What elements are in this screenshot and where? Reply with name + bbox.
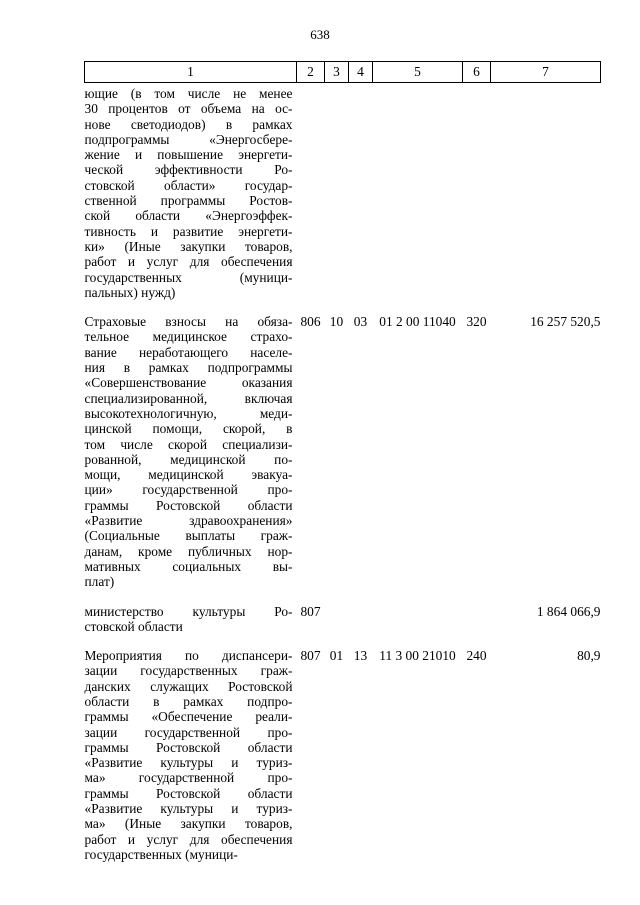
description-line: Страховые взносы на обяза- <box>84 314 293 330</box>
description-line: «Совершенствование оказания <box>84 375 293 391</box>
description-line: пальных) нужд) <box>84 284 176 300</box>
table-row <box>85 634 601 862</box>
description-line: «Развитие культуры и туриз- <box>84 755 293 771</box>
row-description <box>85 300 297 589</box>
description-line: рованной, медицинской по- <box>84 451 293 467</box>
row-description <box>85 590 297 635</box>
description-line: зации государственных граж- <box>84 663 293 679</box>
amount <box>491 83 601 301</box>
table-header-row <box>85 62 601 83</box>
description-line: специализированной, включая <box>84 390 293 406</box>
section-code: 01 <box>329 648 344 664</box>
description-line: министерство культуры Ро- <box>84 603 293 619</box>
description-line: ния в рамках подпрограммы <box>84 360 293 376</box>
target-article-code: 11 3 00 21010 <box>379 648 456 664</box>
description-line: ма» (Иные закупки товаров, <box>84 816 293 832</box>
description-line: цинской помощи, скорой, в <box>84 421 293 437</box>
description-line: мативных социальных вы- <box>84 558 293 574</box>
description-line: жение и повышение энергети- <box>84 147 293 163</box>
description-line: граммы Ростовской области <box>84 497 293 513</box>
description-line: области в рамках подпро- <box>84 693 293 709</box>
amount: 80,9 <box>577 648 601 664</box>
subsection-code: 03 <box>353 314 368 330</box>
description-line: граммы Ростовской области <box>84 739 293 755</box>
description-line: работ и услуг для обеспечения <box>84 254 293 270</box>
table-row <box>85 83 601 301</box>
description-line: ции» государственной про- <box>84 482 293 498</box>
ministry-code: 806 <box>300 314 321 330</box>
subsection-code <box>349 83 373 301</box>
table-row <box>85 300 601 589</box>
description-line: Мероприятия по диспансери- <box>84 648 293 664</box>
description-line: тельное медицинское страхо- <box>84 329 293 345</box>
description-line: том числе скорой специализи- <box>84 436 293 452</box>
section-code <box>325 83 349 301</box>
description-line: подпрограммы «Энергосбере- <box>84 131 293 147</box>
description-line: плат) <box>84 574 115 590</box>
description-line: граммы «Обеспечение реали- <box>84 709 293 725</box>
expense-type-code <box>463 590 491 635</box>
section-code <box>325 590 349 635</box>
description-line: ственной программы Ростов- <box>84 193 293 209</box>
ministry-code: 807 <box>300 648 321 664</box>
row-description <box>85 83 297 301</box>
description-line: зации государственной про- <box>84 724 293 740</box>
description-line: ческой эффективности Ро- <box>84 162 293 178</box>
description-line: вание неработающего населе- <box>84 344 293 360</box>
expense-type-code: 320 <box>466 314 487 330</box>
row-description <box>85 634 297 862</box>
header-col-2: 2 <box>297 62 325 83</box>
description-line: ской области «Энергоэффек- <box>84 208 293 224</box>
description-line: «Развитие здравоохранения» <box>84 513 293 529</box>
description-line: данам, кроме публичных нор- <box>84 543 293 559</box>
description-line: государственных (муници- <box>84 846 238 862</box>
header-col-5: 5 <box>373 62 463 83</box>
description-line: данских служащих Ростовской <box>84 678 293 694</box>
ministry-code <box>297 83 325 301</box>
target-article-code <box>373 83 463 301</box>
table-body <box>85 83 601 863</box>
description-line: ющие (в том числе не менее <box>84 86 293 101</box>
target-article-code <box>373 590 463 635</box>
budget-table <box>84 61 601 862</box>
subsection-code <box>349 590 373 635</box>
target-article-code: 01 2 00 11040 <box>379 314 456 330</box>
header-col-7: 7 <box>491 62 601 83</box>
table-row <box>85 590 601 635</box>
header-col-1: 1 <box>85 62 297 83</box>
description-line: ки» (Иные закупки товаров, <box>84 238 293 254</box>
description-line: работ и услуг для обеспечения <box>84 831 293 847</box>
subsection-code: 13 <box>353 648 368 664</box>
description-line: стовской области» государ- <box>84 177 293 193</box>
description-line: ма» государственной про- <box>84 770 293 786</box>
description-line: граммы Ростовской области <box>84 785 293 801</box>
amount: 16 257 520,5 <box>530 314 601 330</box>
description-line: государственных (муници- <box>84 269 293 285</box>
header-col-4: 4 <box>349 62 373 83</box>
expense-type-code: 240 <box>466 648 487 664</box>
header-col-3: 3 <box>325 62 349 83</box>
description-line: тивность и развитие энергети- <box>84 223 293 239</box>
section-code: 10 <box>329 314 344 330</box>
description-line: (Социальные выплаты граж- <box>84 528 293 544</box>
description-line: нове светодиодов) в рамках <box>84 116 293 132</box>
description-line: «Развитие культуры и туриз- <box>84 801 293 817</box>
description-line: стовской области <box>84 618 183 634</box>
page-number: 638 <box>310 27 330 42</box>
ministry-code: 807 <box>300 603 321 619</box>
amount: 1 864 066,9 <box>536 603 601 619</box>
header-col-6: 6 <box>463 62 491 83</box>
expense-type-code <box>463 83 491 301</box>
description-line: мощи, медицинской эвакуа- <box>84 467 293 483</box>
description-line: 30 процентов от объема на ос- <box>84 101 293 117</box>
description-line: высокотехнологичную, меди- <box>84 405 293 421</box>
